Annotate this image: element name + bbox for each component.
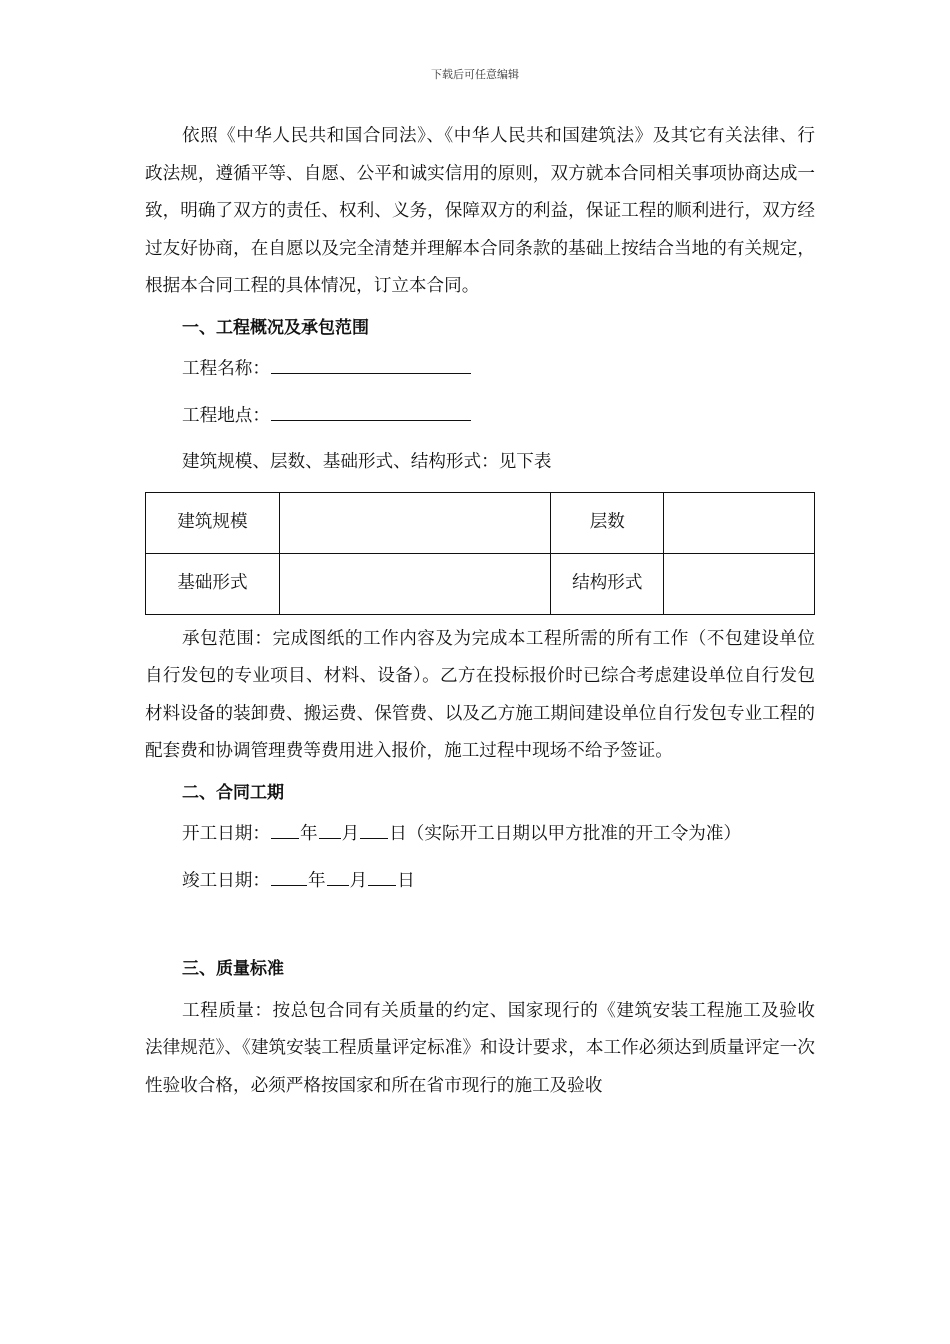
end-month-unit: 月 <box>349 870 368 891</box>
spacer <box>145 909 815 947</box>
building-spec-table <box>145 492 815 615</box>
intro-paragraph: 依照《中华人民共和国合同法》、《中华人民共和国建筑法》及其它有关法律、行政法规，遵循平等、自愿、公平和诚实信用的原则，双方就本合同相关事项协商达成一致，明确了双方的责任、权利、义务，保障双方的利益，保证工程的顺利进行，双方经过友好协商，在自愿以及完全清楚并理解本合同条款的基础上按结合当地的有关规定，根据本合同工程的具体情况，订立本合同。 <box>145 126 815 296</box>
end-day-unit: 日 <box>397 870 415 891</box>
quality-paragraph: 工程质量：按总包合同有关质量的约定、国家现行的《建筑安装工程施工及验收法律规范》、《建筑安装工程质量评定标准》和设计要求，本工作必须达到质量评定一次性验收合格，必须严格按国家和所在省市现行的施工及验收 <box>145 1000 815 1096</box>
cell-foundation-value[interactable] <box>279 553 551 614</box>
cell-foundation-label: 基础形式 <box>146 553 280 614</box>
start-date-note: 日（实际开工日期以甲方批准的开工令为准） <box>389 824 742 844</box>
table-row <box>146 492 815 553</box>
page-header-note: 下载后可任意编辑 <box>431 68 519 81</box>
end-month-blank[interactable] <box>327 865 349 886</box>
scale-line: 建筑规模、层数、基础形式、结构形式：见下表 <box>182 452 552 472</box>
start-month-unit: 月 <box>341 824 360 844</box>
end-day-blank[interactable] <box>368 865 396 886</box>
start-year-unit: 年 <box>299 824 318 844</box>
project-location-field <box>182 398 815 436</box>
cell-floors-value[interactable] <box>664 492 815 553</box>
project-name-label: 工程名称： <box>182 359 270 379</box>
project-name-field <box>182 351 815 389</box>
contract-page <box>145 118 815 1105</box>
cell-floors-label: 层数 <box>551 492 664 553</box>
project-location-blank[interactable] <box>271 400 471 421</box>
cell-structure-value[interactable] <box>664 553 815 614</box>
end-year-unit: 年 <box>307 870 326 891</box>
section-1-title: 一、工程概况及承包范围 <box>182 317 369 338</box>
start-year-blank[interactable] <box>271 818 299 839</box>
start-day-blank[interactable] <box>360 818 388 839</box>
start-date-label: 开工日期： <box>182 824 270 844</box>
project-location-label: 工程地点： <box>182 405 270 426</box>
section-2-title: 二、合同工期 <box>182 782 284 803</box>
end-date-label: 竣工日期： <box>182 870 270 891</box>
scope-paragraph: 承包范围：完成图纸的工作内容及为完成本工程所需的所有工作（不包建设单位自行发包的专业项目、材料、设备）。乙方在投标报价时已综合考虑建设单位自行发包材料设备的装卸费、搬运费、保管费、以及乙方施工期间建设单位自行发包专业工程的配套费和协调管理费等费用进入报价，施工过程中现场不给予签证。 <box>145 628 815 761</box>
cell-scale-label: 建筑规模 <box>146 492 280 553</box>
project-name-blank[interactable] <box>271 353 471 374</box>
cell-structure-label: 结构形式 <box>551 553 664 614</box>
table-row <box>146 553 815 614</box>
end-year-blank[interactable] <box>271 865 307 886</box>
start-date-field <box>182 816 815 854</box>
section-3-title: 三、质量标准 <box>182 959 284 979</box>
cell-scale-value[interactable] <box>279 492 551 553</box>
start-month-blank[interactable] <box>319 818 341 839</box>
end-date-field <box>182 863 815 901</box>
